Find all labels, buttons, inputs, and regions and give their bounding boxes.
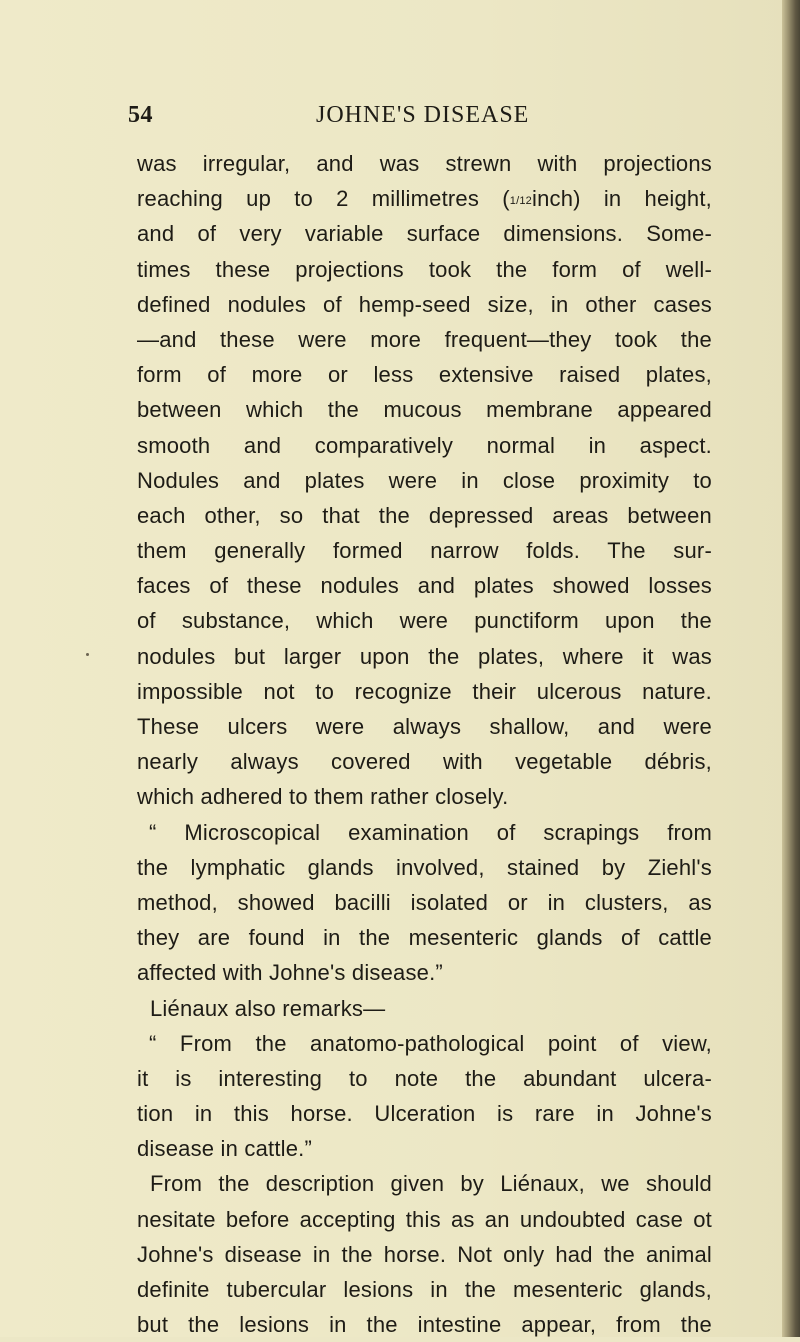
text-line: nodules but larger upon the plates, where it was xyxy=(137,643,712,669)
text-line: affected with Johne's disease.” xyxy=(137,960,443,986)
text-line: “ From the anatomo-pathological point of view, xyxy=(149,1030,712,1056)
text-line: From the description given by Liénaux, we should xyxy=(150,1171,712,1197)
page-edge-shadow xyxy=(782,0,800,1337)
text-line: and of very variable surface dimensions. Some- xyxy=(137,221,712,247)
text-line: nearly always covered with vegetable débris, xyxy=(137,749,712,775)
text-line: faces of these nodules and plates showed losses xyxy=(137,573,712,599)
running-title: JOHNE'S DISEASE xyxy=(316,102,530,128)
text-line: impossible not to recognize their ulcerous nature. xyxy=(137,678,712,704)
body-text xyxy=(137,146,712,1342)
text-line: disease in cattle.” xyxy=(137,1136,312,1162)
text-line: each other, so that the depressed areas between xyxy=(137,502,712,528)
page-number: 54 xyxy=(128,102,153,128)
text-line xyxy=(137,181,712,216)
text-line: Johne's disease in the horse. Not only had the animal xyxy=(137,1241,712,1267)
text-line: they are found in the mesenteric glands of cattle xyxy=(137,925,712,951)
text-line: it is interesting to note the abundant ulcera- xyxy=(137,1065,712,1091)
text-line: them generally formed narrow folds. The sur- xyxy=(137,538,712,564)
text-line: between which the mucous membrane appeared xyxy=(137,397,712,423)
text-line: was irregular, and was strewn with projections xyxy=(137,151,712,176)
text-line: method, showed bacilli isolated or in clusters, as xyxy=(137,889,712,915)
text-line: which adhered to them rather closely. xyxy=(137,784,509,810)
text-line: defined nodules of hemp-seed size, in other cases xyxy=(137,291,712,317)
text-line: —and these were more frequent—they took the xyxy=(137,326,712,352)
text-segment: inch) in height, xyxy=(531,186,712,212)
text-line: definite tubercular lesions in the mesenteric glands, xyxy=(137,1277,712,1302)
text-line: but the lesions in the intestine appear, from the xyxy=(137,1312,712,1338)
text-line: “ Microscopical examination of scrapings from xyxy=(149,819,712,845)
text-line: Nodules and plates were in close proximity to xyxy=(137,467,712,493)
running-head xyxy=(128,102,708,136)
text-line: These ulcers were always shallow, and were xyxy=(137,714,712,739)
text-line: of substance, which were punctiform upon the xyxy=(137,608,712,634)
ink-speck xyxy=(86,653,89,656)
fraction: 1/12 xyxy=(509,195,532,208)
text-segment: reaching up to 2 millimetres ( xyxy=(137,186,510,212)
text-line: the lymphatic glands involved, stained by Ziehl's xyxy=(137,854,712,880)
text-line: nesitate before accepting this as an undoubted case ot xyxy=(137,1206,712,1232)
text-line: tion in this horse. Ulceration is rare in Johne's xyxy=(137,1101,712,1127)
text-line: smooth and comparatively normal in aspect. xyxy=(137,432,712,458)
text-line: form of more or less extensive raised plates, xyxy=(137,362,712,388)
text-line: Liénaux also remarks— xyxy=(150,995,386,1021)
text-line: times these projections took the form of well- xyxy=(137,256,712,282)
